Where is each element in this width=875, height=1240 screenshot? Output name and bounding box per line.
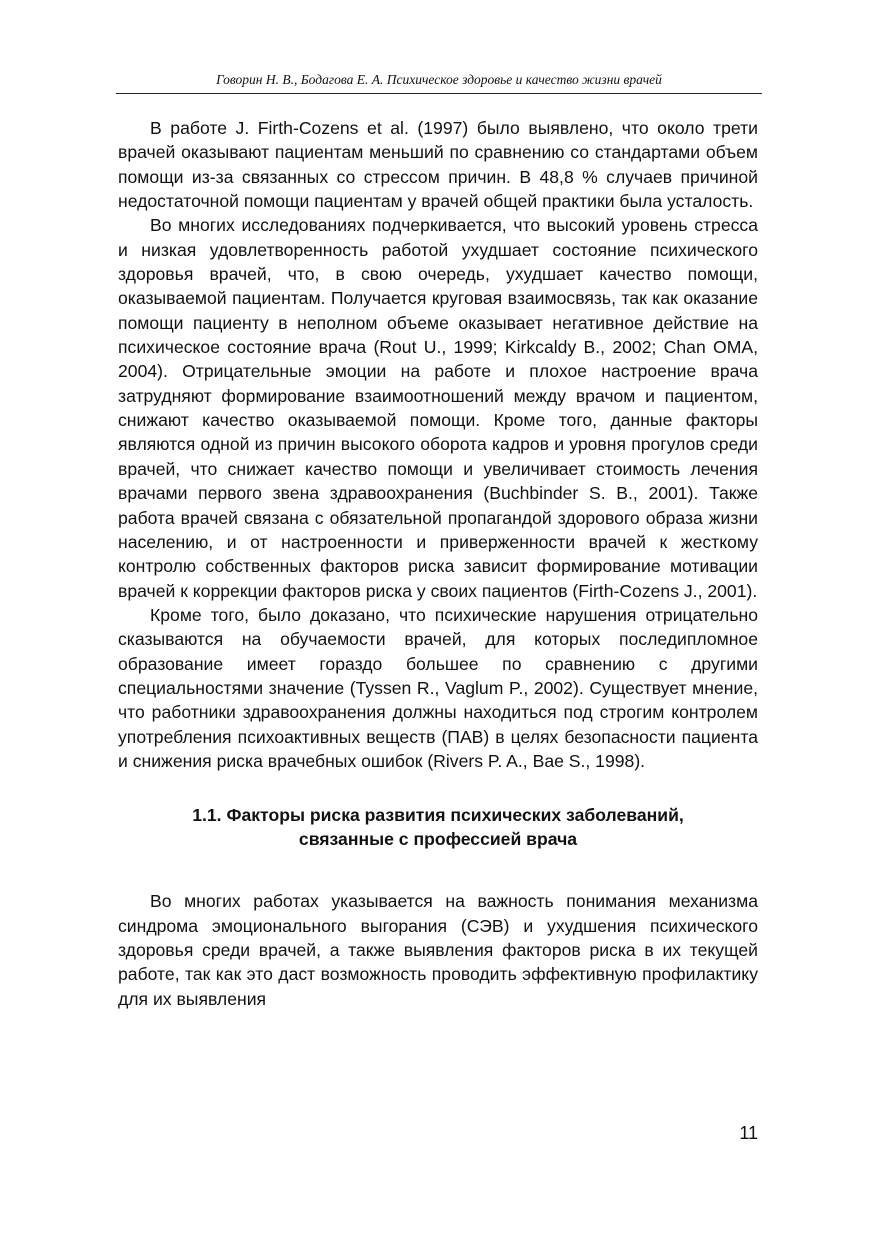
page-body [118, 116, 758, 1011]
paragraph: Во многих исследованиях подчеркивается, что высокий уровень стресса и низкая удовлетворенность работой ухудшает состояние психического здоровья врачей, что, в свою очередь, ухудшает качество помощи, оказываемой пациентам. Получается круговая взаимосвязь, так как оказание помощи пациенту в неполном объеме оказывает негативное действие на психическое состояние врача (Rout U., 1999; Kirkcaldy B., 2002; Chan OMA, 2004). Отрицательные эмоции на работе и плохое настроение врача затрудняют формирование взаимоотношений между врачом и пациентом, снижают качество оказываемой помощи. Кроме того, данные факторы являются одной из причин высокого оборота кадров и уровня прогулов среди врачей, что снижает качество помощи и увеличивает стоимость лечения врачами первого звена здравоохранения (Buchbinder S. B., 2001). Также работа врачей связана с обязательной пропагандой здорового образа жизни населению, и от настроенности и приверженности врачей к жесткому контролю собственных факторов риска зависит формирование мотивации врачей к коррекции факторов риска у своих пациентов (Firth-Cozens J., 2001). [118, 215, 758, 601]
running-header: Говорин Н. В., Бодагова Е. А. Психическое здоровье и качество жизни врачей [216, 72, 662, 87]
section-heading [118, 803, 758, 851]
paragraph: Во многих работах указывается на важность понимания механизма синдрома эмоционального выгорания (СЭВ) и ухудшения психического здоровья среди врачей, а также выявления факторов риска в их текущей работе, так как это даст возможность проводить эффективную профилактику для их выявления [118, 891, 758, 1009]
paragraph: В работе J. Firth-Cozens et al. (1997) было выявлено, что около трети врачей оказывают пациентам меньший по сравнению со стандартами объем помощи из-за связанных со стрессом причин. В 48,8 % случаев причиной недостаточной помощи пациентам у врачей общей практики была усталость. [118, 118, 758, 212]
section-heading-line-2: связанные с профессией врача [298, 829, 578, 850]
section-heading-line-1: 1.1. Факторы риска развития психических заболеваний, [192, 805, 684, 826]
page-number: 11 [739, 1123, 758, 1143]
paragraph: Кроме того, было доказано, что психические нарушения отрицательно сказываются на обучаемости врачей, для которых последипломное образование имеет гораздо большее по сравнению с другими специальностями значение (Tyssen R., Vaglum P., 2002). Существует мнение, что работники здравоохранения должны находиться под строгим контролем употребления психоактивных веществ (ПАВ) в целях безопасности пациента и снижения риска врачебных ошибок (Rivers P. A., Bae S., 1998). [118, 604, 758, 771]
header-rule [116, 93, 762, 94]
